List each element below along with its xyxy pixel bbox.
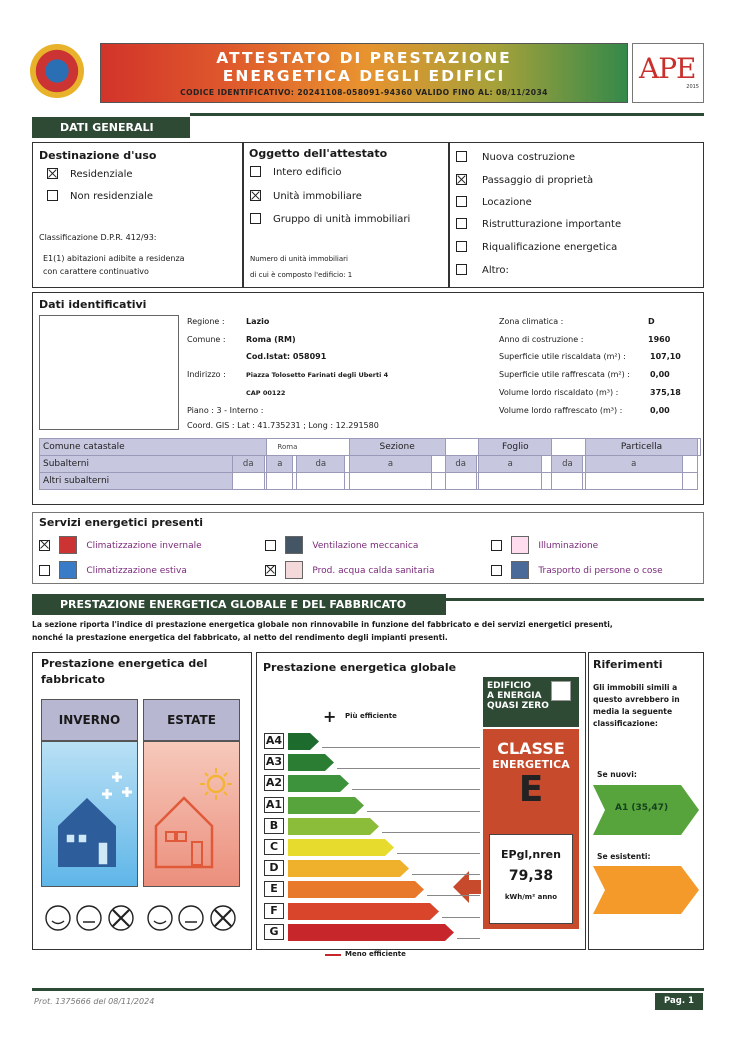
estate-smileys <box>145 903 240 936</box>
title-line2: ENERGETICA DEGLI EDIFICI <box>222 67 506 85</box>
lamp-icon <box>511 536 529 554</box>
radiator-icon <box>59 536 77 554</box>
class-guide-line <box>322 747 480 748</box>
class-guide-line <box>397 853 480 854</box>
unita-immobiliare-checkbox[interactable] <box>250 190 261 201</box>
elevator-icon <box>511 561 529 579</box>
class-bar-d <box>288 860 410 877</box>
title-line1: ATTESTATO DI PRESTAZIONE <box>216 49 512 67</box>
identificativi-title: Dati identificativi <box>39 298 147 311</box>
minus-icon <box>325 954 341 956</box>
trasporto-checkbox[interactable] <box>491 565 502 576</box>
class-bar-a1 <box>288 797 365 814</box>
intro-line2: nonché la prestazione energetica del fabbricato, al netto del rendimento degli impianti presenti. <box>32 633 448 642</box>
ventilazione-checkbox[interactable] <box>265 540 276 551</box>
acqua-calda-checkbox[interactable] <box>265 565 276 576</box>
riferimenti-box: Riferimenti Gli immobili simili a questo avrebbero in media la seguente classificazione: Se nuovi: A1 (35,47) Se esistenti: <box>588 652 704 950</box>
class-label-a1: A1 <box>265 798 283 811</box>
ape-logo: APE 2015 <box>632 43 704 103</box>
document-header <box>100 43 628 103</box>
meno-efficiente: Meno efficiente <box>345 950 406 958</box>
classe-value: E <box>518 769 544 810</box>
plus-icon: + <box>323 707 337 726</box>
class-label-f: F <box>264 903 284 919</box>
air-conditioner-icon <box>59 561 77 579</box>
warm-house-icon <box>144 742 241 888</box>
nuovi-value: A1 (35,47) <box>615 803 669 813</box>
class-label-a3: A3 <box>265 755 283 768</box>
subalterni-row: Subalterni da a da a da a da a <box>40 456 701 473</box>
class-guide-line <box>427 895 480 896</box>
altri-subalterni-row: Altri subalterni <box>40 473 701 490</box>
clim-estiva-checkbox[interactable] <box>39 565 50 576</box>
code-line: CODICE IDENTIFICATIVO: 20241108-058091-94360 VALIDO FINO AL: 08/11/2034 <box>180 88 548 97</box>
class-label-g: G <box>264 924 284 940</box>
globale-title: Prestazione energetica globale <box>263 661 457 674</box>
servizi-title: Servizi energetici presenti <box>39 516 204 529</box>
class-guide-line <box>412 874 480 875</box>
intero-edificio-checkbox[interactable] <box>250 166 261 177</box>
section-line <box>190 113 704 116</box>
riqualificazione-checkbox[interactable] <box>456 241 467 252</box>
class-guide-line <box>382 832 480 833</box>
inverno-panel <box>41 741 138 887</box>
inverno-smileys <box>43 903 138 936</box>
gruppo-unita-checkbox[interactable] <box>250 213 261 224</box>
region-logo <box>30 44 84 98</box>
catasto-row: Comune catastale Roma Sezione Foglio Particella <box>40 439 701 456</box>
footer-line <box>32 988 704 991</box>
non-residenziale-checkbox[interactable] <box>47 190 58 201</box>
class-guide-line <box>367 811 480 812</box>
protocol-number: Prot. 1375666 del 08/11/2024 <box>34 997 155 1006</box>
class-bar-b <box>288 818 380 835</box>
estate-panel <box>143 741 240 887</box>
page-number: Pag. 1 <box>655 993 703 1010</box>
servizi-box: Servizi energetici presenti Climatizzazione invernale Climatizzazione estiva Ventilazione meccanica Prod. acqua calda sanitaria Illuminazione Trasporto di persone o cose <box>32 512 704 584</box>
class-label-a2: A2 <box>265 776 283 789</box>
nzeb-checkbox[interactable] <box>551 681 571 701</box>
class-bar-f <box>288 903 440 920</box>
residenziale-checkbox[interactable] <box>47 168 58 179</box>
class-bar-a3 <box>288 754 335 771</box>
class-label-d: D <box>264 860 284 876</box>
estate-label: ESTATE <box>143 699 240 741</box>
class-guide-line <box>352 789 480 790</box>
motivo-box: Nuova costruzione Passaggio di proprietà Locazione Ristrutturazione importante Riqualificazione energetica Altro: <box>449 142 704 288</box>
intro-line1: La sezione riporta l'indice di prestazione energetica globale non rinnovabile in funzione del fabbricato e dei servizi energetici presenti, <box>32 620 613 629</box>
ep-box: EPgl,nren 79,38 kWh/m² anno <box>489 834 573 924</box>
section-prestazione: PRESTAZIONE ENERGETICA GLOBALE E DEL FABBRICATO <box>32 594 446 615</box>
class-bar-e <box>288 881 425 898</box>
class-label-b: B <box>264 818 284 834</box>
fan-icon <box>285 536 303 554</box>
classe-box: CLASSE ENERGETICA E <box>483 729 579 829</box>
fabbricato-box: Prestazione energetica del fabbricato INVERNO ESTATE <box>32 652 252 950</box>
photo-placeholder <box>39 315 179 430</box>
ep-value: 79,38 <box>508 868 554 884</box>
cold-house-icon <box>42 742 139 888</box>
destinazione-box: Destinazione d'uso Residenziale Non residenziale Classificazione D.P.R. 412/93: E1(1) abitazioni adibite a residenza con carattere continuativo <box>32 142 243 288</box>
ristrutturazione-checkbox[interactable] <box>456 218 467 229</box>
section-dati-generali: DATI GENERALI <box>32 117 190 138</box>
inverno-label: INVERNO <box>41 699 138 741</box>
class-label-c: C <box>264 839 284 855</box>
illuminazione-checkbox[interactable] <box>491 540 502 551</box>
section-line <box>446 598 704 601</box>
passaggio-proprieta-checkbox[interactable] <box>456 174 467 185</box>
esistenti-arrow <box>593 866 699 914</box>
oggetto-title: Oggetto dell'attestato <box>249 147 388 160</box>
nzeb-box: EDIFICIO A ENERGIA QUASI ZERO <box>483 677 579 727</box>
nuova-costruzione-checkbox[interactable] <box>456 151 467 162</box>
identificativi-box: Dati identificativi Regione : Lazio Comune : Roma (RM) Cod.Istat: 058091 Indirizzo : Piazza Tolosetto Farinati degli Uberti 4 CAP 00122 Piano : 3 - Interno : Coord. GIS : Lat : 41.735231 ; Long : 12.291580 Zona climatica : D Anno di costruzione : 1960 Superficie utile riscaldata (m²) : 107,10 Superficie utile raffrescata (m²) : 0,00 Volume lordo riscaldato (m³) : 375,18 Volume lordo raffrescato (m³) : 0,00 Comune catastale Roma Sezione Foglio Particella Subalterni da a da a da a da a Altri subalterni <box>32 292 704 505</box>
class-bar-a4 <box>288 733 320 750</box>
class-label-e: E <box>264 881 284 897</box>
riferimenti-title: Riferimenti <box>593 658 663 671</box>
class-bar-a2 <box>288 775 350 792</box>
destinazione-title: Destinazione d'uso <box>39 149 157 162</box>
clim-invernale-checkbox[interactable] <box>39 540 50 551</box>
catasto-table <box>39 438 701 490</box>
class-guide-line <box>457 938 480 939</box>
faucet-icon <box>285 561 303 579</box>
class-label-a4: A4 <box>265 734 283 747</box>
altro-checkbox[interactable] <box>456 264 467 275</box>
oggetto-box: Oggetto dell'attestato Intero edificio Unità immobiliare Gruppo di unità immobiliari Numero di unità immobiliari di cui è composto l'edificio: 1 <box>243 142 449 288</box>
locazione-checkbox[interactable] <box>456 196 467 207</box>
class-guide-line <box>442 917 480 918</box>
class-guide-line <box>337 768 480 769</box>
piu-efficiente: Più efficiente <box>345 712 397 720</box>
class-bar-c <box>288 839 395 856</box>
riferimenti-text: Gli immobili simili a questo avrebbero in media la seguente classificazione: <box>593 683 680 728</box>
class-bar-g <box>288 924 455 941</box>
